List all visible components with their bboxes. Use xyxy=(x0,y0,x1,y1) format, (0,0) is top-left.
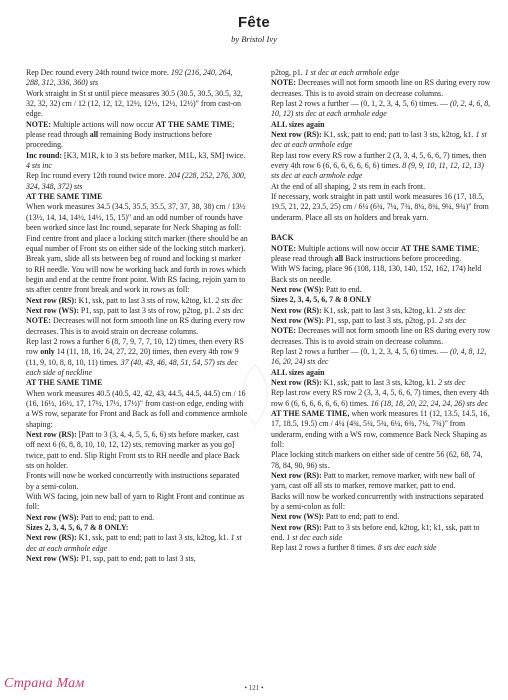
body-text: Decreases will not form smooth line on RS during every row decreases. This is to avoid strain on decrease columns. xyxy=(271,326,491,346)
body-text: Patt to end; patt to end. xyxy=(323,512,400,522)
site-watermark: Страна Мам xyxy=(4,676,85,691)
bold-text: Next row (WS): xyxy=(271,315,324,325)
instruction-paragraph xyxy=(26,492,248,513)
bold-text: Next row (RS): xyxy=(26,430,77,440)
instruction-paragraph xyxy=(271,130,493,151)
body-text: Place locking stitch markers on either side of centre 56 (62, 68, 74, 78, 84, 90, 96) sts. xyxy=(271,450,483,470)
bold-text: Next row (RS): xyxy=(271,130,322,140)
italic-text: (0, 2, 4, 6, 8, 10, 12) sts dec at each armhole edge xyxy=(271,99,491,119)
instruction-paragraph xyxy=(26,171,248,192)
instruction-paragraph xyxy=(271,471,493,492)
body-text: Rep last row every RS row a further 2 (3, 3, 4, 5, 6, 6, 7) times, then every 4th row 6 (6, 6, 6, 6, 6, 6, 6) times. xyxy=(271,150,487,171)
instruction-paragraph xyxy=(271,388,493,409)
italic-text: 204 (228, 252, 276, 300, 324, 348, 372) sts xyxy=(26,171,246,191)
bold-text: Next row (WS): xyxy=(26,305,79,315)
instruction-paragraph xyxy=(26,316,248,337)
bold-text: ALL sizes again xyxy=(271,119,325,129)
italic-text: 37 (40, 43, 46, 48, 51, 54, 57) sts dec each side of neckline xyxy=(26,357,239,377)
instruction-paragraph xyxy=(271,306,493,316)
bold-text: NOTE: xyxy=(271,243,296,253)
body-text: With WS facing, place 96 (108, 118, 130, 140, 152, 162, 174) held Back sts on needle. xyxy=(271,264,482,284)
bold-text: NOTE: xyxy=(26,316,51,326)
body-text: Multiple actions will now occur xyxy=(296,243,401,253)
instruction-paragraph xyxy=(271,233,493,243)
body-text: K1, ssk, patt to last 3 sts, k2tog, k1. xyxy=(321,305,439,315)
instruction-paragraph xyxy=(271,492,493,513)
instruction-paragraph xyxy=(26,202,248,233)
right-text-column xyxy=(271,68,493,554)
bold-text: Next row (WS): xyxy=(271,512,324,522)
instruction-paragraph xyxy=(271,450,493,471)
body-text: At the end of all shaping, 2 sts rem in each front. xyxy=(271,181,426,191)
instruction-paragraph xyxy=(271,244,493,265)
instruction-paragraph xyxy=(26,430,248,471)
body-text: K1, ssk, patt to end; patt to last 3 sts, k2tog, k1. xyxy=(76,533,231,543)
body-text: ; please read through xyxy=(271,243,480,263)
body-text: P1, ssp, patt to last 3 sts, p2tog, p1. xyxy=(323,315,439,325)
bold-text: NOTE: xyxy=(26,119,51,129)
instruction-paragraph xyxy=(271,264,493,285)
body-text: K1, ssk, patt to end; patt to last 3 sts, k2tog, k1. xyxy=(321,130,476,140)
left-text-column xyxy=(26,68,248,565)
page-number: • 121 • xyxy=(244,684,264,692)
pattern-byline: by Bristol Ivy xyxy=(231,34,277,44)
bold-text: only xyxy=(40,347,55,357)
bold-text: AT THE SAME TIME xyxy=(155,119,233,129)
bold-text: Next row (WS): xyxy=(26,554,79,564)
body-text: Backs will now be worked concurrently with instructions separated by a semi-colon as foll: xyxy=(271,491,484,512)
italic-text: (0, 4, 8, 12, 16, 20, 24) sts dec xyxy=(271,346,487,367)
instruction-paragraph xyxy=(271,409,493,450)
instruction-paragraph xyxy=(271,192,493,223)
instruction-paragraph xyxy=(271,78,493,99)
italic-text: 1 st dec at each armhole edge xyxy=(26,533,242,553)
body-text: 14 (11, 18, 16, 24, 27, 22, 20) times, then every 4th row 9 (11, 9, 10, 8, 8, 10, 11) times. xyxy=(26,347,239,367)
bold-text: AT THE SAME TIME xyxy=(26,378,103,388)
bold-text: all xyxy=(334,253,344,263)
bold-text: AT THE SAME TIME xyxy=(400,243,478,253)
bold-text: all xyxy=(89,130,99,140)
instruction-paragraph xyxy=(26,192,248,202)
bold-text: Next row (RS): xyxy=(271,305,322,315)
instruction-paragraph xyxy=(26,389,248,430)
instruction-paragraph xyxy=(26,471,248,492)
italic-text: 8 (9, 9, 10, 11, 12, 12, 13) sts dec at each armhole edge xyxy=(271,161,484,181)
body-text: Patt to 3 sts before end, k2tog, k1; k1, ssk, patt to end. xyxy=(271,522,480,543)
italic-text: 8 sts dec each side xyxy=(377,543,437,553)
body-text: Patt to marker, remove marker, with new ball of yarn, cast off all sts to marker, remove marker, patt to end. xyxy=(271,471,476,491)
bold-text: Next row (RS): xyxy=(26,533,77,543)
italic-text: 2 sts dec xyxy=(438,315,467,325)
body-text: Patt to end; patt to end. xyxy=(78,512,155,522)
body-text: Rep last row every RS row 2 (3, 3, 4, 5, 6, 6, 7) times, then every 4th row 6 (6, 6, 6, 6, 6, 6, 6) times. xyxy=(271,388,489,408)
instruction-paragraph xyxy=(26,337,248,378)
body-text: Find centre front and place a locking stitch marker (there should be an equal number of Front sts on either side of the locking stitch marker). Break yarn, slide all sts between beg of round and locking st marker to RH needle. You will now be working back and forth in rows which begin and end at the centre front point. With RS facing, rejoin yarn to sts after centre front break and work in rows as foll: xyxy=(26,233,248,295)
bold-text: Sizes 2, 3, 4, 5, 6, 7 & 8 ONLY xyxy=(271,295,372,305)
pattern-title: Fête xyxy=(237,14,271,31)
body-text: When work measures 34.5 (34.5, 35.5, 35.5, 37, 37, 38, 38) cm / 13½ (13½, 14, 14, 14½, 14½, 15, 15)" and an odd number of rounds have been worked since last Inc round, separate for Neck Shaping as foll: xyxy=(26,202,246,233)
instruction-paragraph xyxy=(26,554,248,564)
body-text: With WS facing, join new ball of yarn to Right Front and continue as foll: xyxy=(26,492,245,512)
bold-text: Next row (RS): xyxy=(271,522,322,532)
italic-text: 192 (216, 240, 264, 288, 312, 336, 360) sts xyxy=(26,68,233,88)
body-text: Decreases will not form smooth line on RS during every row decreases. This is to avoid strain on decrease columns. xyxy=(271,78,491,98)
italic-text: 1 st dec at each armhole edge xyxy=(304,68,399,77)
body-text: K1, ssk, patt to last 3 sts of row, k2tog, k1. xyxy=(76,295,216,305)
instruction-paragraph xyxy=(271,543,493,553)
bold-text: Next row (RS): xyxy=(26,295,77,305)
bold-text: NOTE: xyxy=(271,78,296,88)
body-text: Work straight in St st until piece measures 30.5 (30.5, 30.5, 30.5, 32, 32, 32, 32) cm / 12 (12, 12, 12, 12½, 12½, 12½, 12½)" from cast-on edge. xyxy=(26,88,243,119)
instruction-paragraph xyxy=(271,326,493,347)
italic-text: 1 st dec each side xyxy=(286,533,342,543)
body-text: Multiple actions will now occur xyxy=(51,119,156,129)
italic-text: 2 sts dec xyxy=(215,295,243,305)
body-text: [Patt to 3 (3, 4, 4, 5, 5, 6, 6) sts before marker, cast off next 6 (6, 8, 8, 10, 10, 12, 12) sts, removing marker as you go] twice, patt to end. Slip Right Front sts to RH needle and place Back sts on holder. xyxy=(26,430,240,471)
instruction-paragraph xyxy=(271,151,493,182)
bold-text: AT THE SAME TIME xyxy=(26,192,103,202)
body-text: Patt to end. xyxy=(323,284,362,294)
bold-text: Next row (RS): xyxy=(271,377,322,387)
instruction-paragraph xyxy=(271,523,493,544)
body-text: If necessary, work straight in patt until work measures 16 (17, 18.5, 19.5, 21, 22, 23.5, 25) cm / 6¼ (6¾, 7¼, 7¾, 8¼, 8¾, 9¼, 9¾)" from underarm. Place all sts on holders and break yarn. xyxy=(271,192,489,222)
body-text: When work measures 40.5 (40.5, 42, 42, 43, 44.5, 44.5, 44.5) cm / 16 (16, 16½, 16½, 17, 17½, 17½, 17½)" from cast-on edge, ending with a WS row, separate for Front and Back as foll and commence armhole shaping: xyxy=(26,388,248,429)
instruction-paragraph xyxy=(271,295,493,305)
bold-text: Next row (RS): xyxy=(271,471,322,481)
instruction-paragraph xyxy=(26,296,248,306)
instruction-paragraph xyxy=(271,182,493,192)
body-text: when work measures 11 (12, 13.5, 14.5, 16, 17, 18.5, 19.5) cm / 4¼ (4¾, 5¼, 5¾, 6¼, 6¾, 7¼, 7¾)" from underarm, ending with a WS row, commence Back Neck Shaping as foll: xyxy=(271,409,490,450)
body-text: Fronts will now be worked concurrently with instructions separated by a semi-colon. xyxy=(26,471,240,491)
body-text: Rep last 2 rows a further — (0, 1, 2, 3, 4, 5, 6) times. — xyxy=(271,346,451,356)
instruction-paragraph xyxy=(271,120,493,130)
instruction-paragraph xyxy=(26,234,248,296)
body-text: Rep Dec round every 24th round twice more. xyxy=(26,68,171,77)
bold-text: Inc round: xyxy=(26,150,63,160)
instruction-paragraph xyxy=(26,378,248,388)
italic-text: 2 sts dec xyxy=(438,377,466,387)
instruction-paragraph xyxy=(26,306,248,316)
italic-text: 16 (18, 18, 20, 22, 24, 24, 26) sts dec xyxy=(370,398,488,408)
bold-text: BACK xyxy=(271,233,294,243)
bold-text: ALL sizes again xyxy=(271,367,325,377)
page-header xyxy=(0,14,508,44)
instruction-paragraph xyxy=(271,285,493,295)
italic-text: 2 sts dec xyxy=(438,305,466,315)
body-text: K1, ssk, patt to last 3 sts, k2tog, k1. xyxy=(321,377,439,387)
body-text: ; please read through xyxy=(26,119,235,140)
italic-text: 4 sts inc xyxy=(26,161,52,171)
instruction-paragraph xyxy=(26,120,248,151)
instruction-paragraph xyxy=(26,523,248,533)
body-text: P1, ssp, patt to end; patt to last 3 sts, xyxy=(78,554,196,564)
bold-text: Next row (WS): xyxy=(26,512,79,522)
body-text: remaining Body instructions before proceeding. xyxy=(26,130,213,150)
instruction-paragraph xyxy=(271,99,493,120)
instruction-paragraph xyxy=(26,151,248,172)
body-text: p2tog, p1. xyxy=(271,68,305,77)
bold-text: NOTE: xyxy=(271,326,296,336)
instruction-paragraph xyxy=(271,316,493,326)
bold-text: AT THE SAME TIME, xyxy=(271,409,350,418)
instruction-paragraph xyxy=(271,347,493,368)
body-text: Decreases will not form smooth line on RS during every row decreases. This is to avoid strain on decrease columns. xyxy=(26,316,246,336)
paragraph-gap xyxy=(271,223,493,233)
bold-text: Sizes 2, 3, 4, 5, 6, 7 & 8 ONLY: xyxy=(26,523,129,533)
body-text: Rep last 2 rows a further — (0, 1, 2, 3, 4, 5, 6) times. — xyxy=(271,99,451,109)
body-text: Rep Inc round every 12th round twice more. xyxy=(26,171,169,181)
instruction-paragraph xyxy=(271,378,493,388)
instruction-paragraph xyxy=(271,512,493,522)
instruction-paragraph xyxy=(271,368,493,378)
body-text: [K3, M1R, k to 3 sts before marker, M1L, k3, SM] twice. xyxy=(62,150,246,160)
body-text: P1, ssp, patt to last 3 sts of row, p2tog, p1. xyxy=(78,305,217,315)
instruction-paragraph xyxy=(271,68,493,78)
italic-text: 2 sts dec xyxy=(216,305,244,315)
body-text: Rep last 2 rows a further 6 (8, 7, 9, 7, 7, 10, 12) times, then every RS row xyxy=(26,336,244,357)
body-text: Rep last 2 rows a further 8 times. xyxy=(271,543,378,553)
bold-text: Next row (WS): xyxy=(271,284,324,294)
body-text: Back instructions before proceeding. xyxy=(343,253,462,263)
instruction-paragraph xyxy=(26,513,248,523)
italic-text: 1 st dec at each armhole edge xyxy=(271,130,487,150)
instruction-paragraph xyxy=(26,89,248,120)
instruction-paragraph xyxy=(26,533,248,554)
instruction-paragraph xyxy=(26,68,248,89)
